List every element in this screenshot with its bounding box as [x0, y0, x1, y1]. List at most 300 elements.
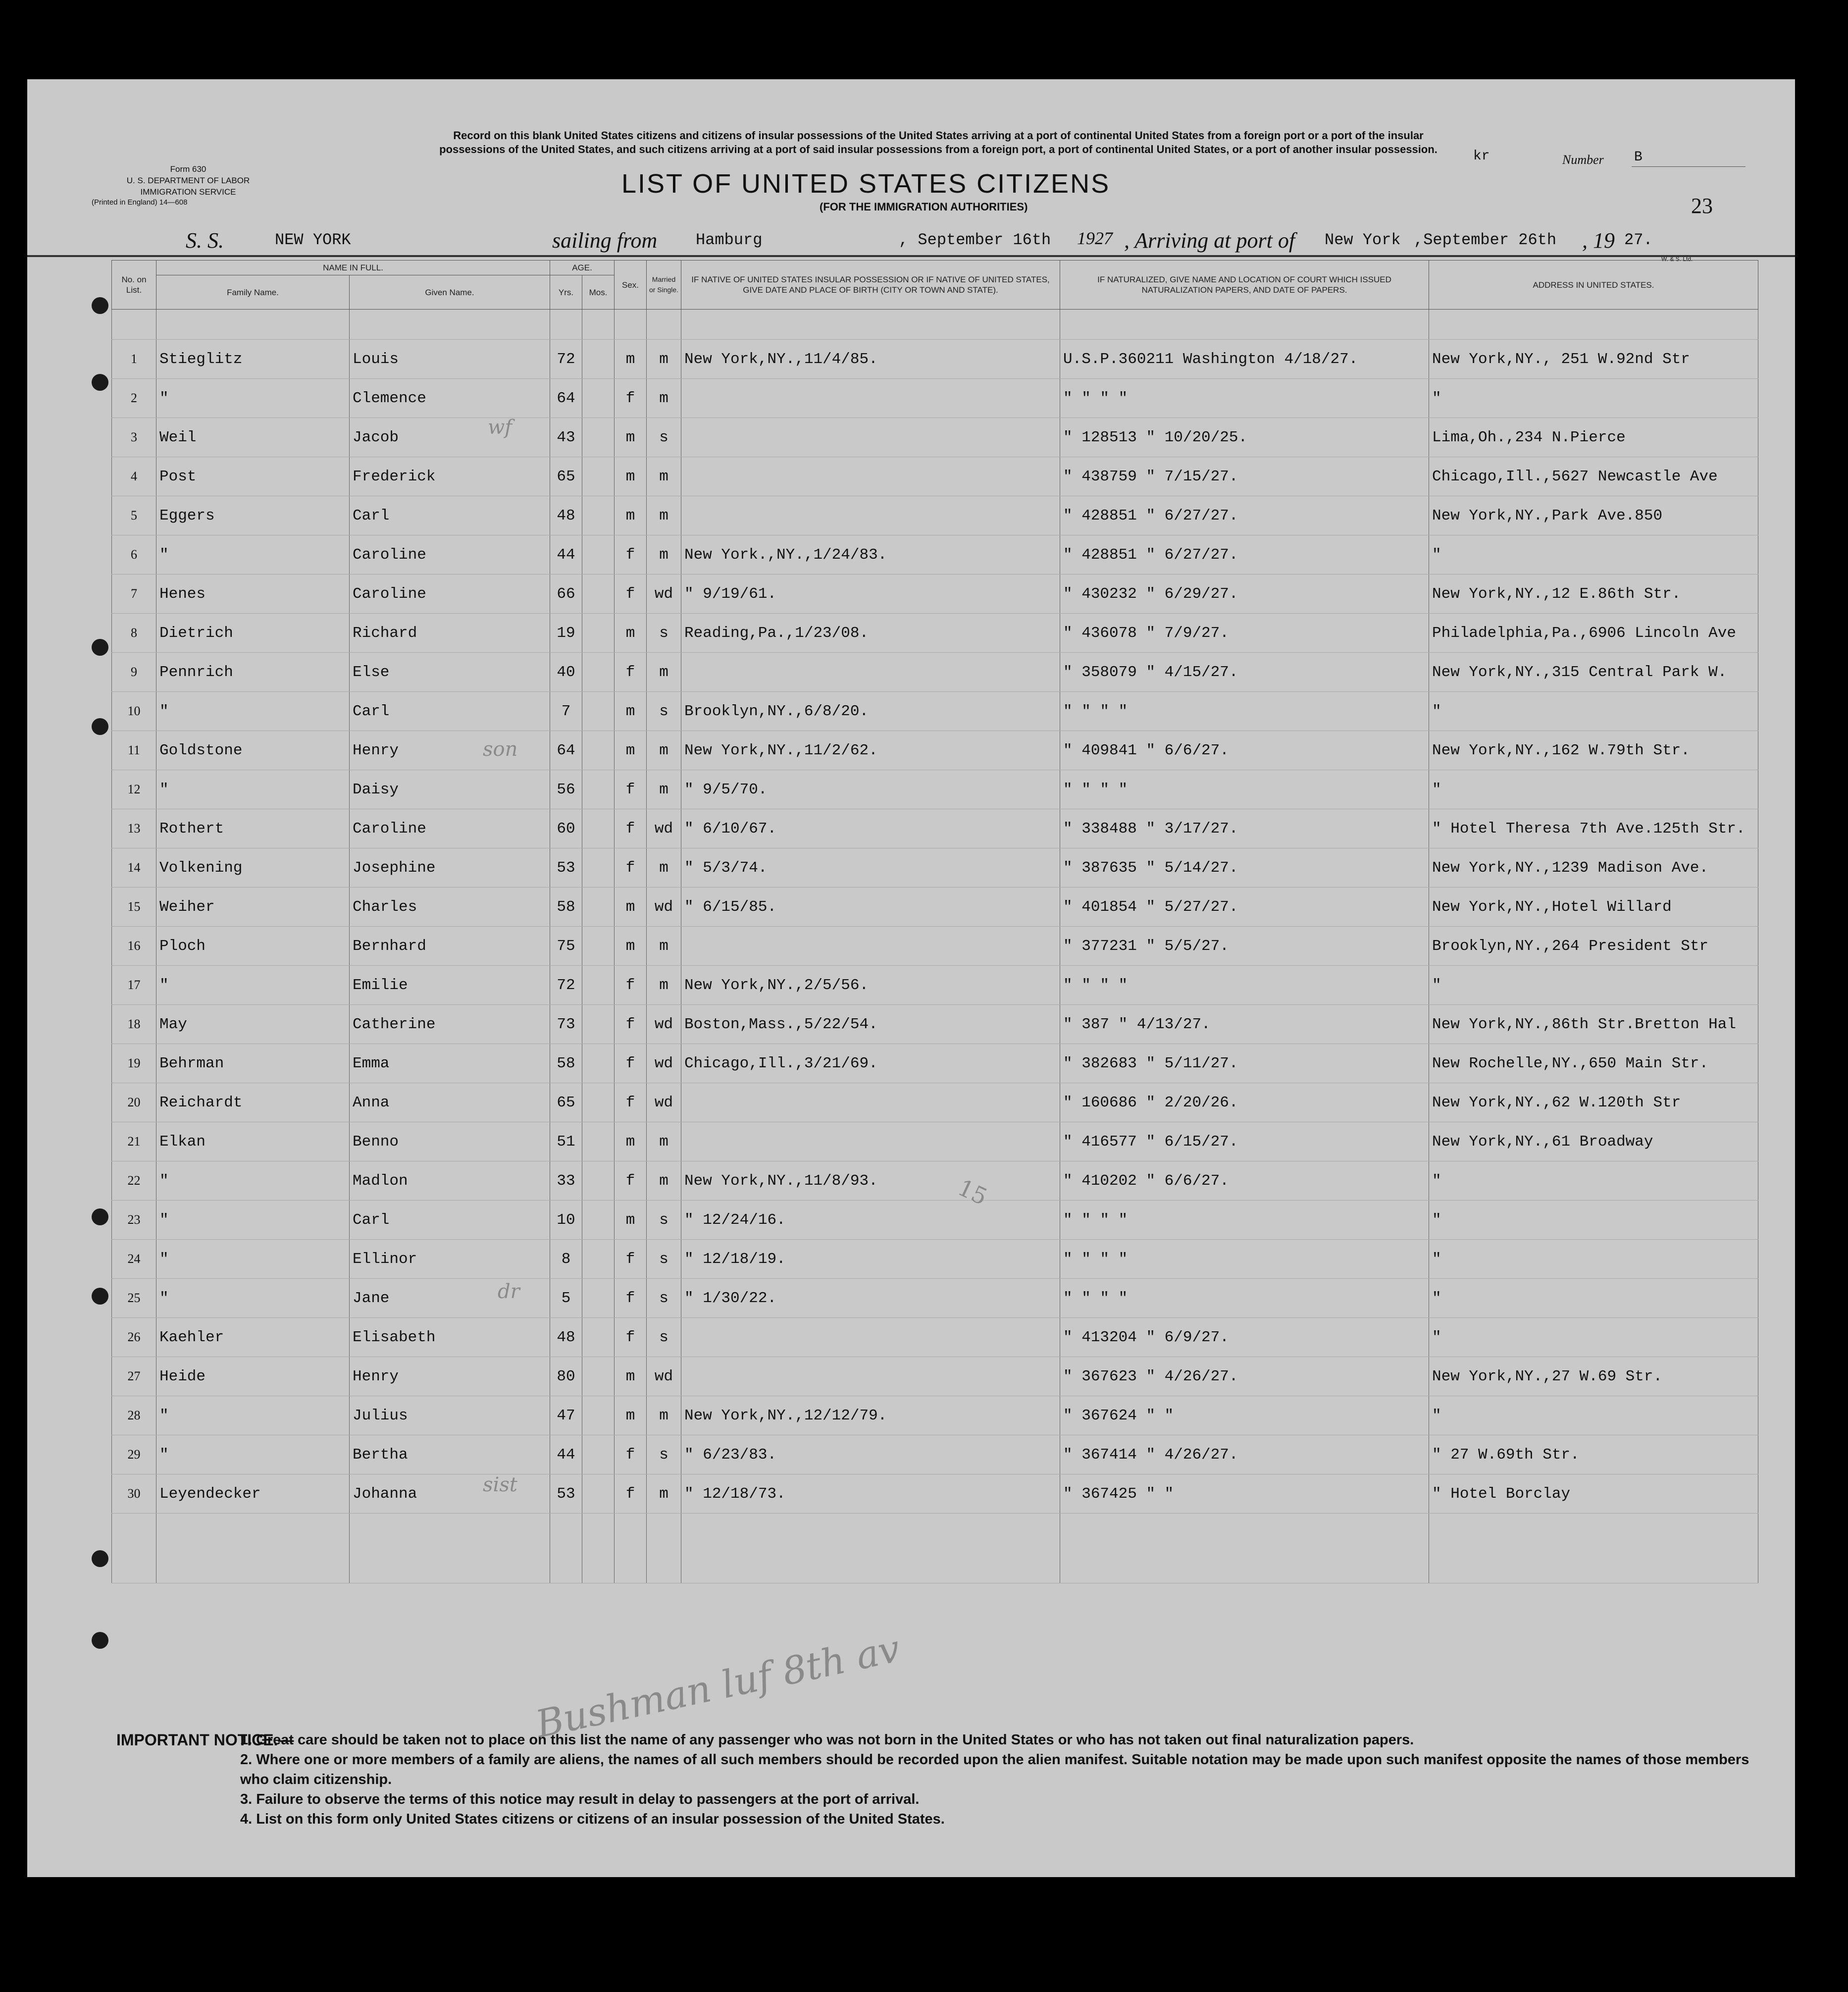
- punch-hole: [92, 374, 108, 391]
- address: New York,NY., 251 W.92nd Str: [1429, 340, 1758, 379]
- row-number: 6: [112, 535, 156, 575]
- empty-cell: [582, 1514, 615, 1583]
- naturalization-info: " 416577 " 6/15/27.: [1060, 1122, 1429, 1161]
- birth-info: [681, 1357, 1060, 1396]
- family-name: Heide: [156, 1357, 350, 1396]
- table-row: [112, 1474, 1758, 1514]
- row-number: 14: [112, 848, 156, 888]
- manifest-page: [27, 79, 1795, 1877]
- family-name: Goldstone: [156, 731, 350, 770]
- handwritten-dr: dr: [498, 1280, 520, 1303]
- naturalization-info: " 387635 " 5/14/27.: [1060, 848, 1429, 888]
- marital-status: wd: [647, 1005, 681, 1044]
- row-number: 12: [112, 770, 156, 809]
- row-number: 24: [112, 1240, 156, 1279]
- address: New York,NY.,86th Str.Bretton Hal: [1429, 1005, 1758, 1044]
- given-name: Daisy: [350, 770, 550, 809]
- given-name: Jane: [350, 1279, 550, 1318]
- address: ": [1429, 535, 1758, 575]
- marital-status: wd: [647, 1044, 681, 1083]
- age-years: 51: [550, 1122, 582, 1161]
- row-number: 8: [112, 614, 156, 653]
- address: New Rochelle,NY.,650 Main Str.: [1429, 1044, 1758, 1083]
- birth-info: [681, 1122, 1060, 1161]
- naturalization-info: " 409841 " 6/6/27.: [1060, 731, 1429, 770]
- kr-mark: kr: [1473, 149, 1490, 164]
- family-name: Elkan: [156, 1122, 350, 1161]
- address: Lima,Oh.,234 N.Pierce: [1429, 418, 1758, 457]
- family-name: ": [156, 1201, 350, 1240]
- marital-status: s: [647, 1201, 681, 1240]
- empty-cell: [681, 1514, 1060, 1583]
- empty-cell: [550, 1514, 582, 1583]
- number-label: Number: [1562, 153, 1604, 167]
- marital-status: s: [647, 418, 681, 457]
- ship-name: NEW YORK: [275, 231, 351, 249]
- birth-info: Reading,Pa.,1/23/08.: [681, 614, 1060, 653]
- marital-status: s: [647, 1279, 681, 1318]
- row-number: 15: [112, 888, 156, 927]
- printed-in-england: (Printed in England) 14—608: [92, 198, 188, 207]
- marital-status: wd: [647, 888, 681, 927]
- given-name: Madlon: [350, 1161, 550, 1201]
- sailing-from-label: sailing from: [552, 228, 658, 253]
- marital-status: m: [647, 927, 681, 966]
- given-name: Carl: [350, 692, 550, 731]
- header-married: Married or Single.: [647, 261, 681, 310]
- marital-status: wd: [647, 1083, 681, 1122]
- table-row: [112, 1435, 1758, 1474]
- age-years: 40: [550, 653, 582, 692]
- given-name: Caroline: [350, 535, 550, 575]
- empty-cell: [615, 1514, 647, 1583]
- address: ": [1429, 1161, 1758, 1201]
- age-months: [582, 379, 615, 418]
- row-number: 13: [112, 809, 156, 848]
- age-years: 53: [550, 848, 582, 888]
- address: ": [1429, 379, 1758, 418]
- marital-status: s: [647, 692, 681, 731]
- birth-info: Brooklyn,NY.,6/8/20.: [681, 692, 1060, 731]
- birth-info: [681, 653, 1060, 692]
- family-name: ": [156, 1279, 350, 1318]
- empty-cell: [1060, 1514, 1429, 1583]
- age-months: [582, 1435, 615, 1474]
- marital-status: m: [647, 1122, 681, 1161]
- header-sex: Sex.: [615, 261, 647, 310]
- family-name: Volkening: [156, 848, 350, 888]
- birth-info: " 9/19/61.: [681, 575, 1060, 614]
- page-title: LIST OF UNITED STATES CITIZENS: [621, 169, 1111, 199]
- age-years: 56: [550, 770, 582, 809]
- marital-status: s: [647, 1318, 681, 1357]
- address: New York,NY.,162 W.79th Str.: [1429, 731, 1758, 770]
- age-months: [582, 457, 615, 496]
- family-name: Ploch: [156, 927, 350, 966]
- given-name: Henry: [350, 1357, 550, 1396]
- age-months: [582, 809, 615, 848]
- sex: f: [615, 575, 647, 614]
- birth-info: " 1/30/22.: [681, 1279, 1060, 1318]
- row-number: 25: [112, 1279, 156, 1318]
- sex: f: [615, 809, 647, 848]
- address: New York,NY.,Hotel Willard: [1429, 888, 1758, 927]
- arrival-date: ,September 26th: [1414, 231, 1557, 249]
- birth-info: New York,NY.,12/12/79.: [681, 1396, 1060, 1435]
- table-end-padding: [112, 1514, 1758, 1583]
- arriving-label: , Arriving at port of: [1124, 228, 1295, 253]
- table-row: [112, 1201, 1758, 1240]
- address: ": [1429, 966, 1758, 1005]
- age-years: 72: [550, 966, 582, 1005]
- age-months: [582, 966, 615, 1005]
- page-number: 23: [1691, 194, 1713, 218]
- address: Philadelphia,Pa.,6906 Lincoln Ave: [1429, 614, 1758, 653]
- marital-status: m: [647, 731, 681, 770]
- marital-status: m: [647, 966, 681, 1005]
- sex: f: [615, 653, 647, 692]
- birth-info: " 9/5/70.: [681, 770, 1060, 809]
- naturalization-info: " 413204 " 6/9/27.: [1060, 1318, 1429, 1357]
- marital-status: m: [647, 653, 681, 692]
- given-name: Bernhard: [350, 927, 550, 966]
- marital-status: m: [647, 848, 681, 888]
- birth-info: Boston,Mass.,5/22/54.: [681, 1005, 1060, 1044]
- page-subtitle: (FOR THE IMMIGRATION AUTHORITIES): [820, 201, 1028, 213]
- age-months: [582, 927, 615, 966]
- table-row: [112, 457, 1758, 496]
- family-name: Weiher: [156, 888, 350, 927]
- row-number: 9: [112, 653, 156, 692]
- empty-cell: [112, 1514, 156, 1583]
- given-name: Emma: [350, 1044, 550, 1083]
- header-address: ADDRESS IN UNITED STATES.: [1429, 261, 1758, 310]
- sex: m: [615, 731, 647, 770]
- birth-info: " 6/23/83.: [681, 1435, 1060, 1474]
- header-no: No. on List.: [112, 261, 156, 310]
- marital-status: s: [647, 1240, 681, 1279]
- sex: m: [615, 614, 647, 653]
- age-months: [582, 535, 615, 575]
- age-months: [582, 1161, 615, 1201]
- address: New York,NY.,1239 Madison Ave.: [1429, 848, 1758, 888]
- row-number: 10: [112, 692, 156, 731]
- given-name: Charles: [350, 888, 550, 927]
- age-months: [582, 692, 615, 731]
- header-family-name: Family Name.: [156, 275, 350, 310]
- naturalization-info: " 367414 " 4/26/27.: [1060, 1435, 1429, 1474]
- sex: m: [615, 1201, 647, 1240]
- row-number: 22: [112, 1161, 156, 1201]
- age-years: 47: [550, 1396, 582, 1435]
- handwritten-wf: wf: [488, 416, 513, 439]
- header-mos: Mos.: [582, 275, 615, 310]
- birth-info: [681, 418, 1060, 457]
- age-years: 43: [550, 418, 582, 457]
- birth-info: New York,NY.,11/2/62.: [681, 731, 1060, 770]
- row-number: 17: [112, 966, 156, 1005]
- number-value: B: [1634, 150, 1643, 165]
- age-years: 10: [550, 1201, 582, 1240]
- number-underline: [1632, 166, 1745, 167]
- age-months: [582, 1044, 615, 1083]
- notice-item-4: 4. List on this form only United States citizens or citizens of an insular possession of the United States.: [240, 1811, 945, 1827]
- family-name: Dietrich: [156, 614, 350, 653]
- marital-status: wd: [647, 809, 681, 848]
- sex: m: [615, 457, 647, 496]
- age-months: [582, 888, 615, 927]
- year-label: , 19: [1582, 228, 1615, 253]
- marital-status: m: [647, 1474, 681, 1514]
- address: Brooklyn,NY.,264 President Str: [1429, 927, 1758, 966]
- header-rule: [27, 255, 1795, 257]
- notice-item-3: 3. Failure to observe the terms of this notice may result in delay to passengers at the port of arrival.: [240, 1791, 920, 1807]
- naturalization-info: " 438759 " 7/15/27.: [1060, 457, 1429, 496]
- row-number: 30: [112, 1474, 156, 1514]
- table-row: [112, 1318, 1758, 1357]
- naturalization-info: " 367425 " ": [1060, 1474, 1429, 1514]
- age-years: 72: [550, 340, 582, 379]
- empty-cell: [350, 1514, 550, 1583]
- sex: f: [615, 848, 647, 888]
- address: ": [1429, 1396, 1758, 1435]
- row-number: 7: [112, 575, 156, 614]
- family-name: ": [156, 692, 350, 731]
- naturalization-info: " 160686 " 2/20/26.: [1060, 1083, 1429, 1122]
- given-name: Henry: [350, 731, 550, 770]
- punch-hole: [92, 639, 108, 656]
- address: New York,NY.,27 W.69 Str.: [1429, 1357, 1758, 1396]
- age-months: [582, 1279, 615, 1318]
- given-name: Frederick: [350, 457, 550, 496]
- age-months: [582, 731, 615, 770]
- address: New York,NY.,12 E.86th Str.: [1429, 575, 1758, 614]
- marital-status: m: [647, 770, 681, 809]
- row-number: 18: [112, 1005, 156, 1044]
- family-name: ": [156, 966, 350, 1005]
- arrival-port: New York: [1325, 231, 1401, 249]
- family-name: ": [156, 1240, 350, 1279]
- marital-status: m: [647, 535, 681, 575]
- naturalization-info: " " " ": [1060, 770, 1429, 809]
- table-row: [112, 1083, 1758, 1122]
- family-name: ": [156, 379, 350, 418]
- family-name: Stieglitz: [156, 340, 350, 379]
- family-name: ": [156, 1435, 350, 1474]
- age-months: [582, 1318, 615, 1357]
- birth-info: " 6/15/85.: [681, 888, 1060, 927]
- handwritten-bottom-note: Bushman luf 8th av: [531, 1626, 904, 1746]
- family-name: Behrman: [156, 1044, 350, 1083]
- address: ": [1429, 1201, 1758, 1240]
- table-row: [112, 379, 1758, 418]
- given-name: Caroline: [350, 809, 550, 848]
- table-row: [112, 731, 1758, 770]
- birth-info: [681, 1318, 1060, 1357]
- birth-info: New York.,NY.,1/24/83.: [681, 535, 1060, 575]
- row-number: 1: [112, 340, 156, 379]
- age-years: 7: [550, 692, 582, 731]
- birth-info: " 12/18/19.: [681, 1240, 1060, 1279]
- address: ": [1429, 770, 1758, 809]
- naturalization-info: " 428851 " 6/27/27.: [1060, 496, 1429, 535]
- marital-status: s: [647, 614, 681, 653]
- address: ": [1429, 1318, 1758, 1357]
- address: ": [1429, 692, 1758, 731]
- sex: m: [615, 692, 647, 731]
- age-months: [582, 848, 615, 888]
- age-months: [582, 340, 615, 379]
- marital-status: m: [647, 457, 681, 496]
- given-name: Clemence: [350, 379, 550, 418]
- age-months: [582, 653, 615, 692]
- sex: m: [615, 1357, 647, 1396]
- row-number: 2: [112, 379, 156, 418]
- given-name: Carl: [350, 496, 550, 535]
- age-months: [582, 770, 615, 809]
- age-years: 33: [550, 1161, 582, 1201]
- row-number: 5: [112, 496, 156, 535]
- given-name: Bertha: [350, 1435, 550, 1474]
- punch-hole: [92, 1288, 108, 1305]
- age-years: 80: [550, 1357, 582, 1396]
- age-months: [582, 496, 615, 535]
- marital-status: s: [647, 1435, 681, 1474]
- address: " Hotel Theresa 7th Ave.125th Str.: [1429, 809, 1758, 848]
- marital-status: wd: [647, 575, 681, 614]
- age-years: 66: [550, 575, 582, 614]
- table-row: [112, 575, 1758, 614]
- marital-status: m: [647, 379, 681, 418]
- age-years: 53: [550, 1474, 582, 1514]
- age-years: 44: [550, 1435, 582, 1474]
- empty-cell: [1429, 1514, 1758, 1583]
- sex: f: [615, 1044, 647, 1083]
- marital-status: m: [647, 496, 681, 535]
- birth-info: New York,NY.,2/5/56.: [681, 966, 1060, 1005]
- age-years: 64: [550, 379, 582, 418]
- sex: f: [615, 1318, 647, 1357]
- address: New York,NY.,62 W.120th Str: [1429, 1083, 1758, 1122]
- age-years: 58: [550, 888, 582, 927]
- punch-hole: [92, 718, 108, 735]
- age-months: [582, 1083, 615, 1122]
- table-row: [112, 1044, 1758, 1083]
- table-spacer: [112, 310, 1758, 340]
- row-number: 28: [112, 1396, 156, 1435]
- naturalization-info: " " " ": [1060, 1279, 1429, 1318]
- empty-cell: [156, 1514, 350, 1583]
- given-name: Julius: [350, 1396, 550, 1435]
- given-name: Emilie: [350, 966, 550, 1005]
- table-row: [112, 692, 1758, 731]
- family-name: Henes: [156, 575, 350, 614]
- passenger-table: [111, 260, 1758, 1583]
- table-row: [112, 848, 1758, 888]
- table-row: [112, 1279, 1758, 1318]
- naturalization-info: " 410202 " 6/6/27.: [1060, 1161, 1429, 1201]
- age-years: 48: [550, 496, 582, 535]
- age-months: [582, 418, 615, 457]
- naturalization-info: " 382683 " 5/11/27.: [1060, 1044, 1429, 1083]
- table-row: [112, 888, 1758, 927]
- age-months: [582, 614, 615, 653]
- table-body: [112, 310, 1758, 1583]
- birth-info: [681, 1083, 1060, 1122]
- family-name: Pennrich: [156, 653, 350, 692]
- marital-status: m: [647, 1161, 681, 1201]
- naturalization-info: " 387 " 4/13/27.: [1060, 1005, 1429, 1044]
- table-row: [112, 1005, 1758, 1044]
- address: New York,NY.,315 Central Park W.: [1429, 653, 1758, 692]
- punch-hole: [92, 297, 108, 314]
- notice-heading: IMPORTANT NOTICE.—: [116, 1731, 294, 1749]
- given-name: Josephine: [350, 848, 550, 888]
- age-years: 58: [550, 1044, 582, 1083]
- row-number: 16: [112, 927, 156, 966]
- table-row: [112, 1357, 1758, 1396]
- sex: f: [615, 1279, 647, 1318]
- naturalization-info: U.S.P.360211 Washington 4/18/27.: [1060, 340, 1429, 379]
- sail-year: 1927: [1077, 228, 1113, 248]
- row-number: 26: [112, 1318, 156, 1357]
- age-years: 5: [550, 1279, 582, 1318]
- birth-info: " 12/18/73.: [681, 1474, 1060, 1514]
- arrival-year: 27.: [1624, 231, 1653, 249]
- row-number: 27: [112, 1357, 156, 1396]
- given-name: Richard: [350, 614, 550, 653]
- ss-label: S. S.: [186, 228, 224, 253]
- header-birth: IF NATIVE OF UNITED STATES INSULAR POSSESSION OR IF NATIVE OF UNITED STATES, GIVE DATE AND PLACE OF BIRTH (CITY OR TOWN AND STATE).: [681, 261, 1060, 310]
- given-name: Johanna: [350, 1474, 550, 1514]
- given-name: Catherine: [350, 1005, 550, 1044]
- address: New York,NY.,61 Broadway: [1429, 1122, 1758, 1161]
- birth-info: " 5/3/74.: [681, 848, 1060, 888]
- table-row: [112, 496, 1758, 535]
- header-naturalized: IF NATURALIZED, GIVE NAME AND LOCATION OF COURT WHICH ISSUED NATURALIZATION PAPERS, AND DATE OF PAPERS.: [1060, 261, 1429, 310]
- given-name: Carl: [350, 1201, 550, 1240]
- sex: f: [615, 1005, 647, 1044]
- given-name: Caroline: [350, 575, 550, 614]
- family-name: May: [156, 1005, 350, 1044]
- table-row: [112, 340, 1758, 379]
- age-years: 60: [550, 809, 582, 848]
- row-number: 20: [112, 1083, 156, 1122]
- naturalization-info: " 428851 " 6/27/27.: [1060, 535, 1429, 575]
- age-months: [582, 1005, 615, 1044]
- marital-status: m: [647, 1396, 681, 1435]
- family-name: Rothert: [156, 809, 350, 848]
- given-name: Louis: [350, 340, 550, 379]
- table-row: [112, 809, 1758, 848]
- age-years: 64: [550, 731, 582, 770]
- header-name-in-full: NAME IN FULL.: [156, 261, 550, 275]
- age-months: [582, 1240, 615, 1279]
- table-row: [112, 1122, 1758, 1161]
- naturalization-info: " 358079 " 4/15/27.: [1060, 653, 1429, 692]
- row-number: 3: [112, 418, 156, 457]
- table-row: [112, 966, 1758, 1005]
- empty-cell: [647, 1514, 681, 1583]
- age-months: [582, 1122, 615, 1161]
- age-months: [582, 1201, 615, 1240]
- sex: f: [615, 1083, 647, 1122]
- given-name: Anna: [350, 1083, 550, 1122]
- family-name: Eggers: [156, 496, 350, 535]
- birth-info: [681, 457, 1060, 496]
- header-yrs: Yrs.: [550, 275, 582, 310]
- age-years: 73: [550, 1005, 582, 1044]
